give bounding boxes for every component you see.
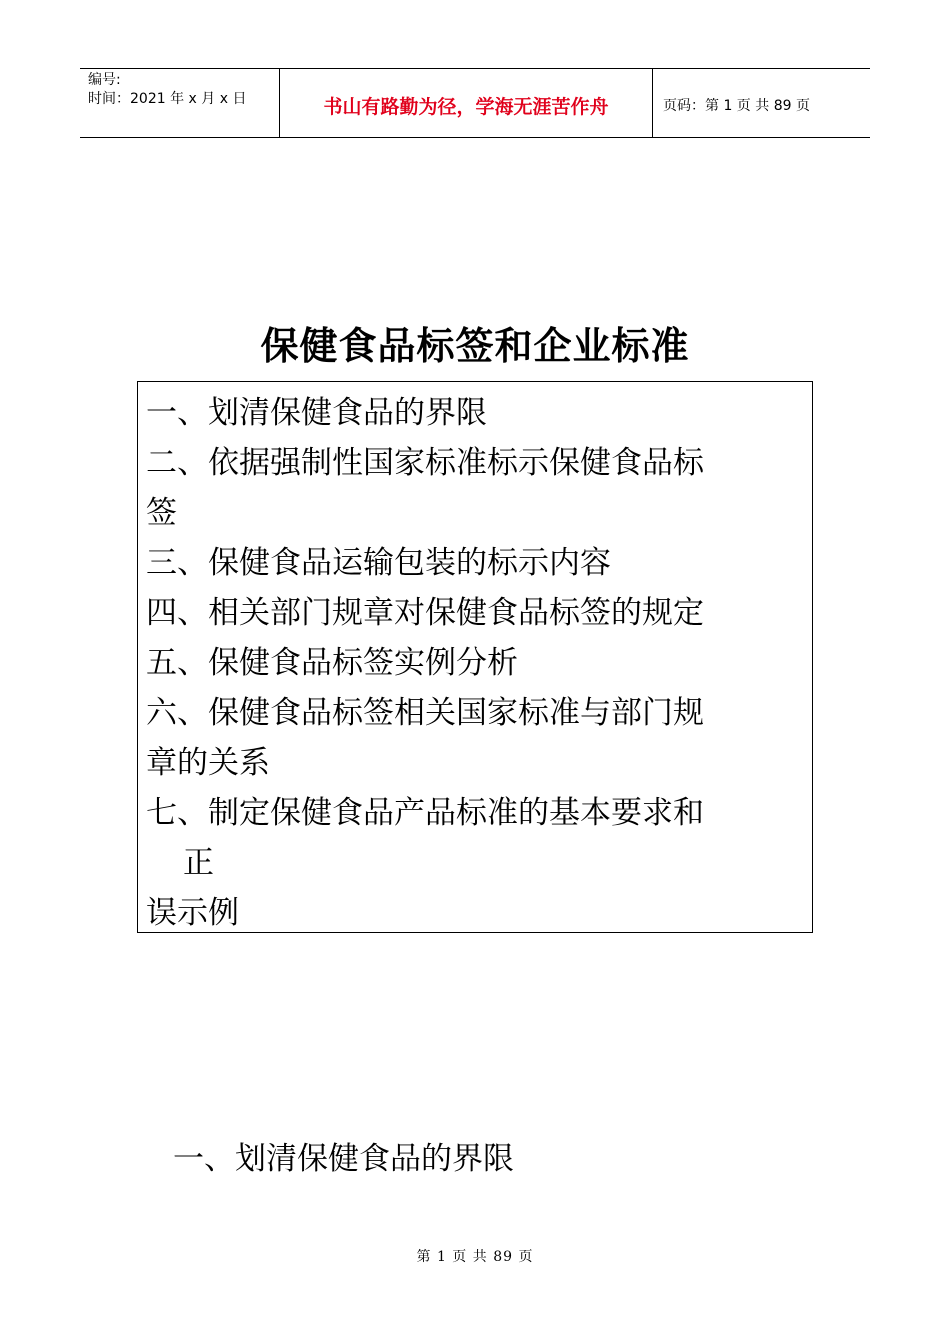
- table-of-contents: [137, 381, 813, 933]
- header-motto: 书山有路勤为径，学海无涯苦作舟: [280, 69, 653, 137]
- section-heading: 一、划清保健食品的界限: [173, 1141, 514, 1177]
- toc-item-2-cont: 签: [146, 495, 177, 531]
- toc-item-2: 二、依据强制性国家标准标示保健食品标: [146, 445, 704, 481]
- toc-item-5: 五、保健食品标签实例分析: [146, 645, 518, 681]
- toc-item-4: 四、相关部门规章对保健食品标签的规定: [146, 595, 704, 631]
- toc-item-3: 三、保健食品运输包装的标示内容: [146, 545, 611, 581]
- toc-item-7-cont-2: 误示例: [146, 895, 239, 931]
- toc-item-6: 六、保健食品标签相关国家标准与部门规: [146, 695, 704, 731]
- toc-item-7-cont: 正: [183, 845, 214, 881]
- toc-item-1: 一、划清保健食品的界限: [146, 395, 487, 431]
- toc-item-6-cont: 章的关系: [146, 745, 270, 781]
- document-header: [80, 68, 870, 138]
- header-meta-cell: [80, 69, 280, 137]
- time-label: 时间：2021 年 x 月 x 日: [88, 91, 247, 107]
- number-label: 编号:: [88, 72, 121, 88]
- document-title: 保健食品标签和企业标准: [260, 323, 690, 368]
- page-footer: 第 1 页 共 89 页: [416, 1249, 534, 1265]
- header-page-info: 页码：第 1 页 共 89 页: [663, 98, 810, 114]
- toc-item-7: 七、制定保健食品产品标准的基本要求和: [146, 795, 704, 831]
